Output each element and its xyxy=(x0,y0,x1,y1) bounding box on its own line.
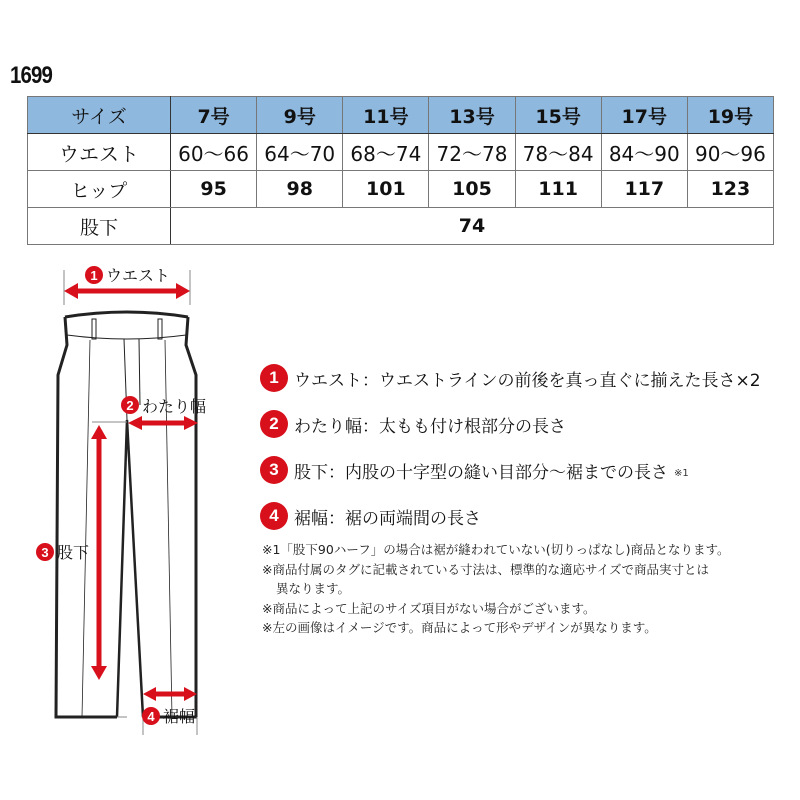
size-col: 13号 xyxy=(429,97,515,134)
header-label: サイズ xyxy=(28,97,171,134)
number-badge-icon: 4 xyxy=(260,502,288,530)
separator: ： xyxy=(362,370,379,391)
note: ※左の画像はイメージです。商品によって形やデザインが異なります。 xyxy=(262,620,657,635)
cell: 98 xyxy=(257,171,343,208)
cell: 78〜84 xyxy=(515,134,601,171)
svg-text:わたり幅: わたり幅 xyxy=(142,397,207,416)
number-badge-icon: 3 xyxy=(260,456,288,484)
label-waist xyxy=(85,266,170,285)
note-continuation: 異なります。 xyxy=(276,581,351,596)
legend-term: わたり幅 xyxy=(294,416,362,437)
legend-item-hem xyxy=(260,493,790,539)
measurement-legend xyxy=(260,355,790,539)
size-table-header-row xyxy=(28,97,774,134)
model-number: 1699 xyxy=(10,62,52,89)
table-row-inseam xyxy=(28,208,774,245)
cell: 84〜90 xyxy=(601,134,687,171)
row-label: ヒップ xyxy=(28,171,171,208)
size-col: 19号 xyxy=(687,97,773,134)
legend-term: 股下 xyxy=(294,462,328,483)
svg-text:股下: 股下 xyxy=(57,543,90,562)
cell: 60〜66 xyxy=(171,134,257,171)
size-col: 15号 xyxy=(515,97,601,134)
svg-text:3: 3 xyxy=(41,545,49,560)
cell: 90〜96 xyxy=(687,134,773,171)
legend-term: 裾幅 xyxy=(294,508,328,529)
cell: 101 xyxy=(343,171,429,208)
legend-item-waist xyxy=(260,355,790,401)
number-badge-icon: 2 xyxy=(260,410,288,438)
row-label: ウエスト xyxy=(28,134,171,171)
svg-text:裾幅: 裾幅 xyxy=(163,707,196,726)
svg-text:ウエスト: ウエスト xyxy=(106,266,171,285)
cell: 68〜74 xyxy=(343,134,429,171)
size-col: 11号 xyxy=(343,97,429,134)
cell: 64〜70 xyxy=(257,134,343,171)
svg-text:2: 2 xyxy=(126,398,134,413)
separator: ： xyxy=(328,462,345,483)
legend-item-thigh xyxy=(260,401,790,447)
cell: 123 xyxy=(687,171,773,208)
label-hem xyxy=(142,707,195,726)
svg-text:4: 4 xyxy=(147,709,155,724)
cell: 111 xyxy=(515,171,601,208)
note: ※商品によって上記のサイズ項目がない場合がございます。 xyxy=(262,600,596,616)
table-row-waist xyxy=(28,134,774,171)
separator: ： xyxy=(362,416,379,437)
legend-desc: 裾の両端間の長さ xyxy=(345,508,481,529)
legend-item-inseam xyxy=(260,447,790,493)
footnotes xyxy=(262,540,792,638)
separator: ： xyxy=(328,508,345,529)
cell: 74 xyxy=(171,208,774,245)
label-thigh xyxy=(121,396,206,416)
cell: 95 xyxy=(171,171,257,208)
label-inseam xyxy=(36,543,89,562)
table-row-hip xyxy=(28,171,774,208)
size-col: 17号 xyxy=(601,97,687,134)
svg-text:1: 1 xyxy=(90,268,98,283)
size-table xyxy=(27,96,774,245)
pants-diagram xyxy=(0,255,250,735)
size-col: 9号 xyxy=(257,97,343,134)
number-badge-icon: 1 xyxy=(260,364,288,392)
legend-desc: 太もも付け根部分の長さ xyxy=(379,416,566,437)
row-label: 股下 xyxy=(28,208,171,245)
cell: 105 xyxy=(429,171,515,208)
size-col: 7号 xyxy=(171,97,257,134)
note: ※1「股下90ハーフ」の場合は裾が縫われていない(切りっぱなし)商品となります。 xyxy=(262,542,730,557)
legend-desc: ウエストラインの前後を真っ直ぐに揃えた長さ×2 xyxy=(379,370,761,391)
footnote-ref: ※1 xyxy=(674,468,689,479)
note: ※商品付属のタグに記載されている寸法は、標準的な適応サイズで商品実寸とは xyxy=(262,561,709,577)
legend-desc: 内股の十字型の縫い目部分〜裾までの長さ xyxy=(345,462,668,483)
legend-term: ウエスト xyxy=(294,370,362,391)
pants-outline xyxy=(56,312,196,717)
cell: 117 xyxy=(601,171,687,208)
cell: 72〜78 xyxy=(429,134,515,171)
